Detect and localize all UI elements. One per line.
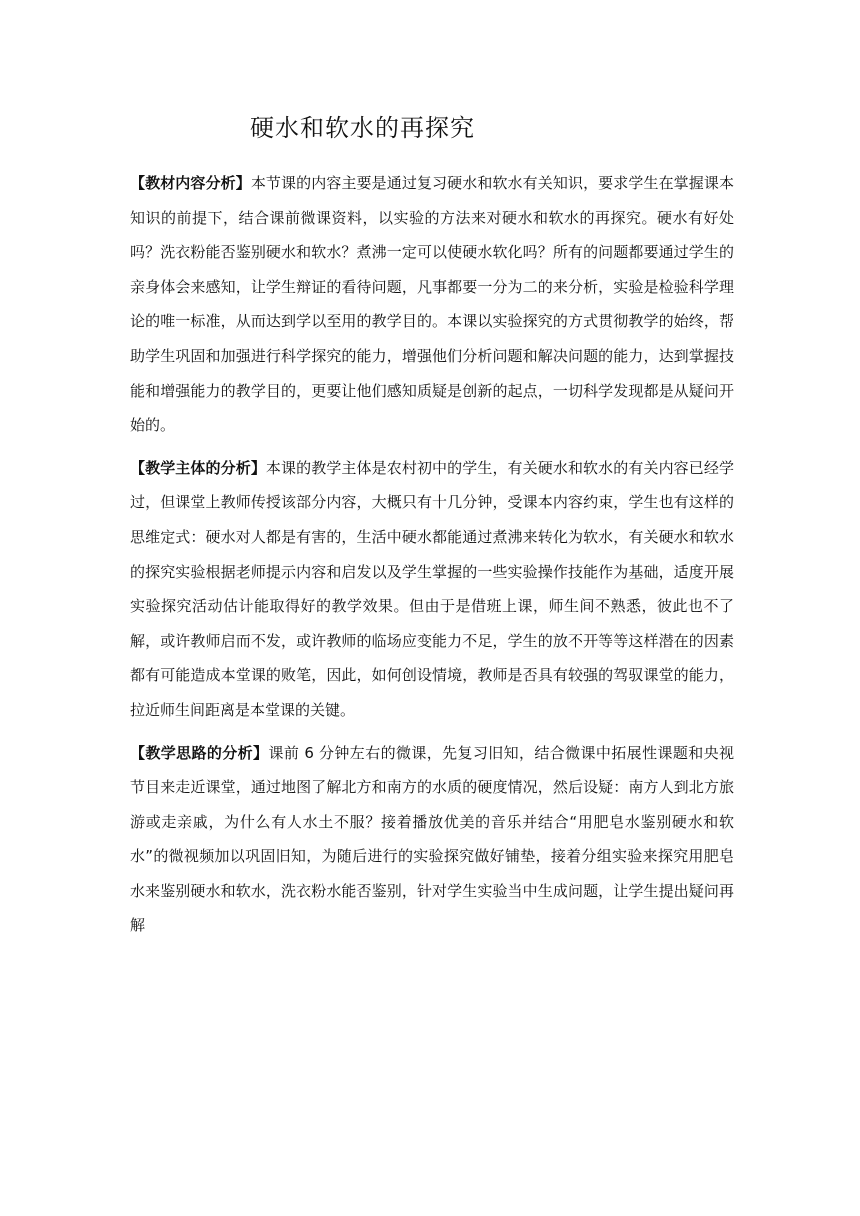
- document-title: 硬水和软水的再探究: [250, 114, 475, 142]
- section-teaching-approach: [130, 736, 734, 944]
- section-student-analysis: [130, 451, 734, 728]
- section-heading: 【教学主体的分析】: [130, 458, 266, 477]
- section-heading: 【教学思路的分析】: [130, 743, 269, 762]
- section-body: 本节课的内容主要是通过复习硬水和软水有关知识，要求学生在掌握课本知识的前提下，结合课前微课资料，以实验的方法来对硬水和软水的再探究。硬水有好处吗？洗衣粉能否鉴别硬水和软水？煮沸一定可以使硬水软化吗？所有的问题都要通过学生的亲身体会来感知，让学生辩证的看待问题，凡事都要一分为二的来分析，实验是检验科学理论的唯一标准，从而达到学以至用的教学目的。本课以实验探究的方式贯彻教学的始终，帮助学生巩固和加强进行科学探究的能力，增强他们分析问题和解决问题的能力，达到掌握技能和增强能力的教学目的，更要让他们感知质疑是创新的起点，一切科学发现都是从疑问开始的。: [130, 174, 734, 435]
- section-textbook-analysis: [130, 166, 734, 443]
- section-body: 本课的教学主体是农村初中的学生，有关硬水和软水的有关内容已经学过，但课堂上教师传授该部分内容，大概只有十几分钟，受课本内容约束，学生也有这样的思维定式：硬水对人都是有害的，生活中硬水都能通过煮沸来转化为软水，有关硬水和软水的探究实验根据老师提示内容和启发以及学生掌握的一些实验操作技能作为基础，适度开展实验探究活动估计能取得好的教学效果。但由于是借班上课，师生间不熟悉，彼此也不了解，或许教师启而不发，或许教师的临场应变能力不足，学生的放不开等等这样潜在的因素都有可能造成本堂课的败笔，因此，如何创设情境，教师是否具有较强的驾驭课堂的能力，拉近师生间距离是本堂课的关键。: [130, 458, 734, 719]
- section-body: 课前 6 分钟左右的微课，先复习旧知，结合微课中拓展性课题和央视节目来走近课堂，通过地图了解北方和南方的水质的硬度情况，然后设疑：南方人到北方旅游或走亲戚，为什么有人水土不服？接着播放优美的音乐并结合“用肥皂水鉴别硬水和软水”的微视频加以巩固旧知，为随后进行的实验探究做好铺垫，接着分组实验来探究用肥皂水来鉴别硬水和软水，洗衣粉水能否鉴别，针对学生实验当中生成问题，让学生提出疑问再解: [130, 743, 734, 935]
- section-heading: 【教材内容分析】: [130, 174, 251, 192]
